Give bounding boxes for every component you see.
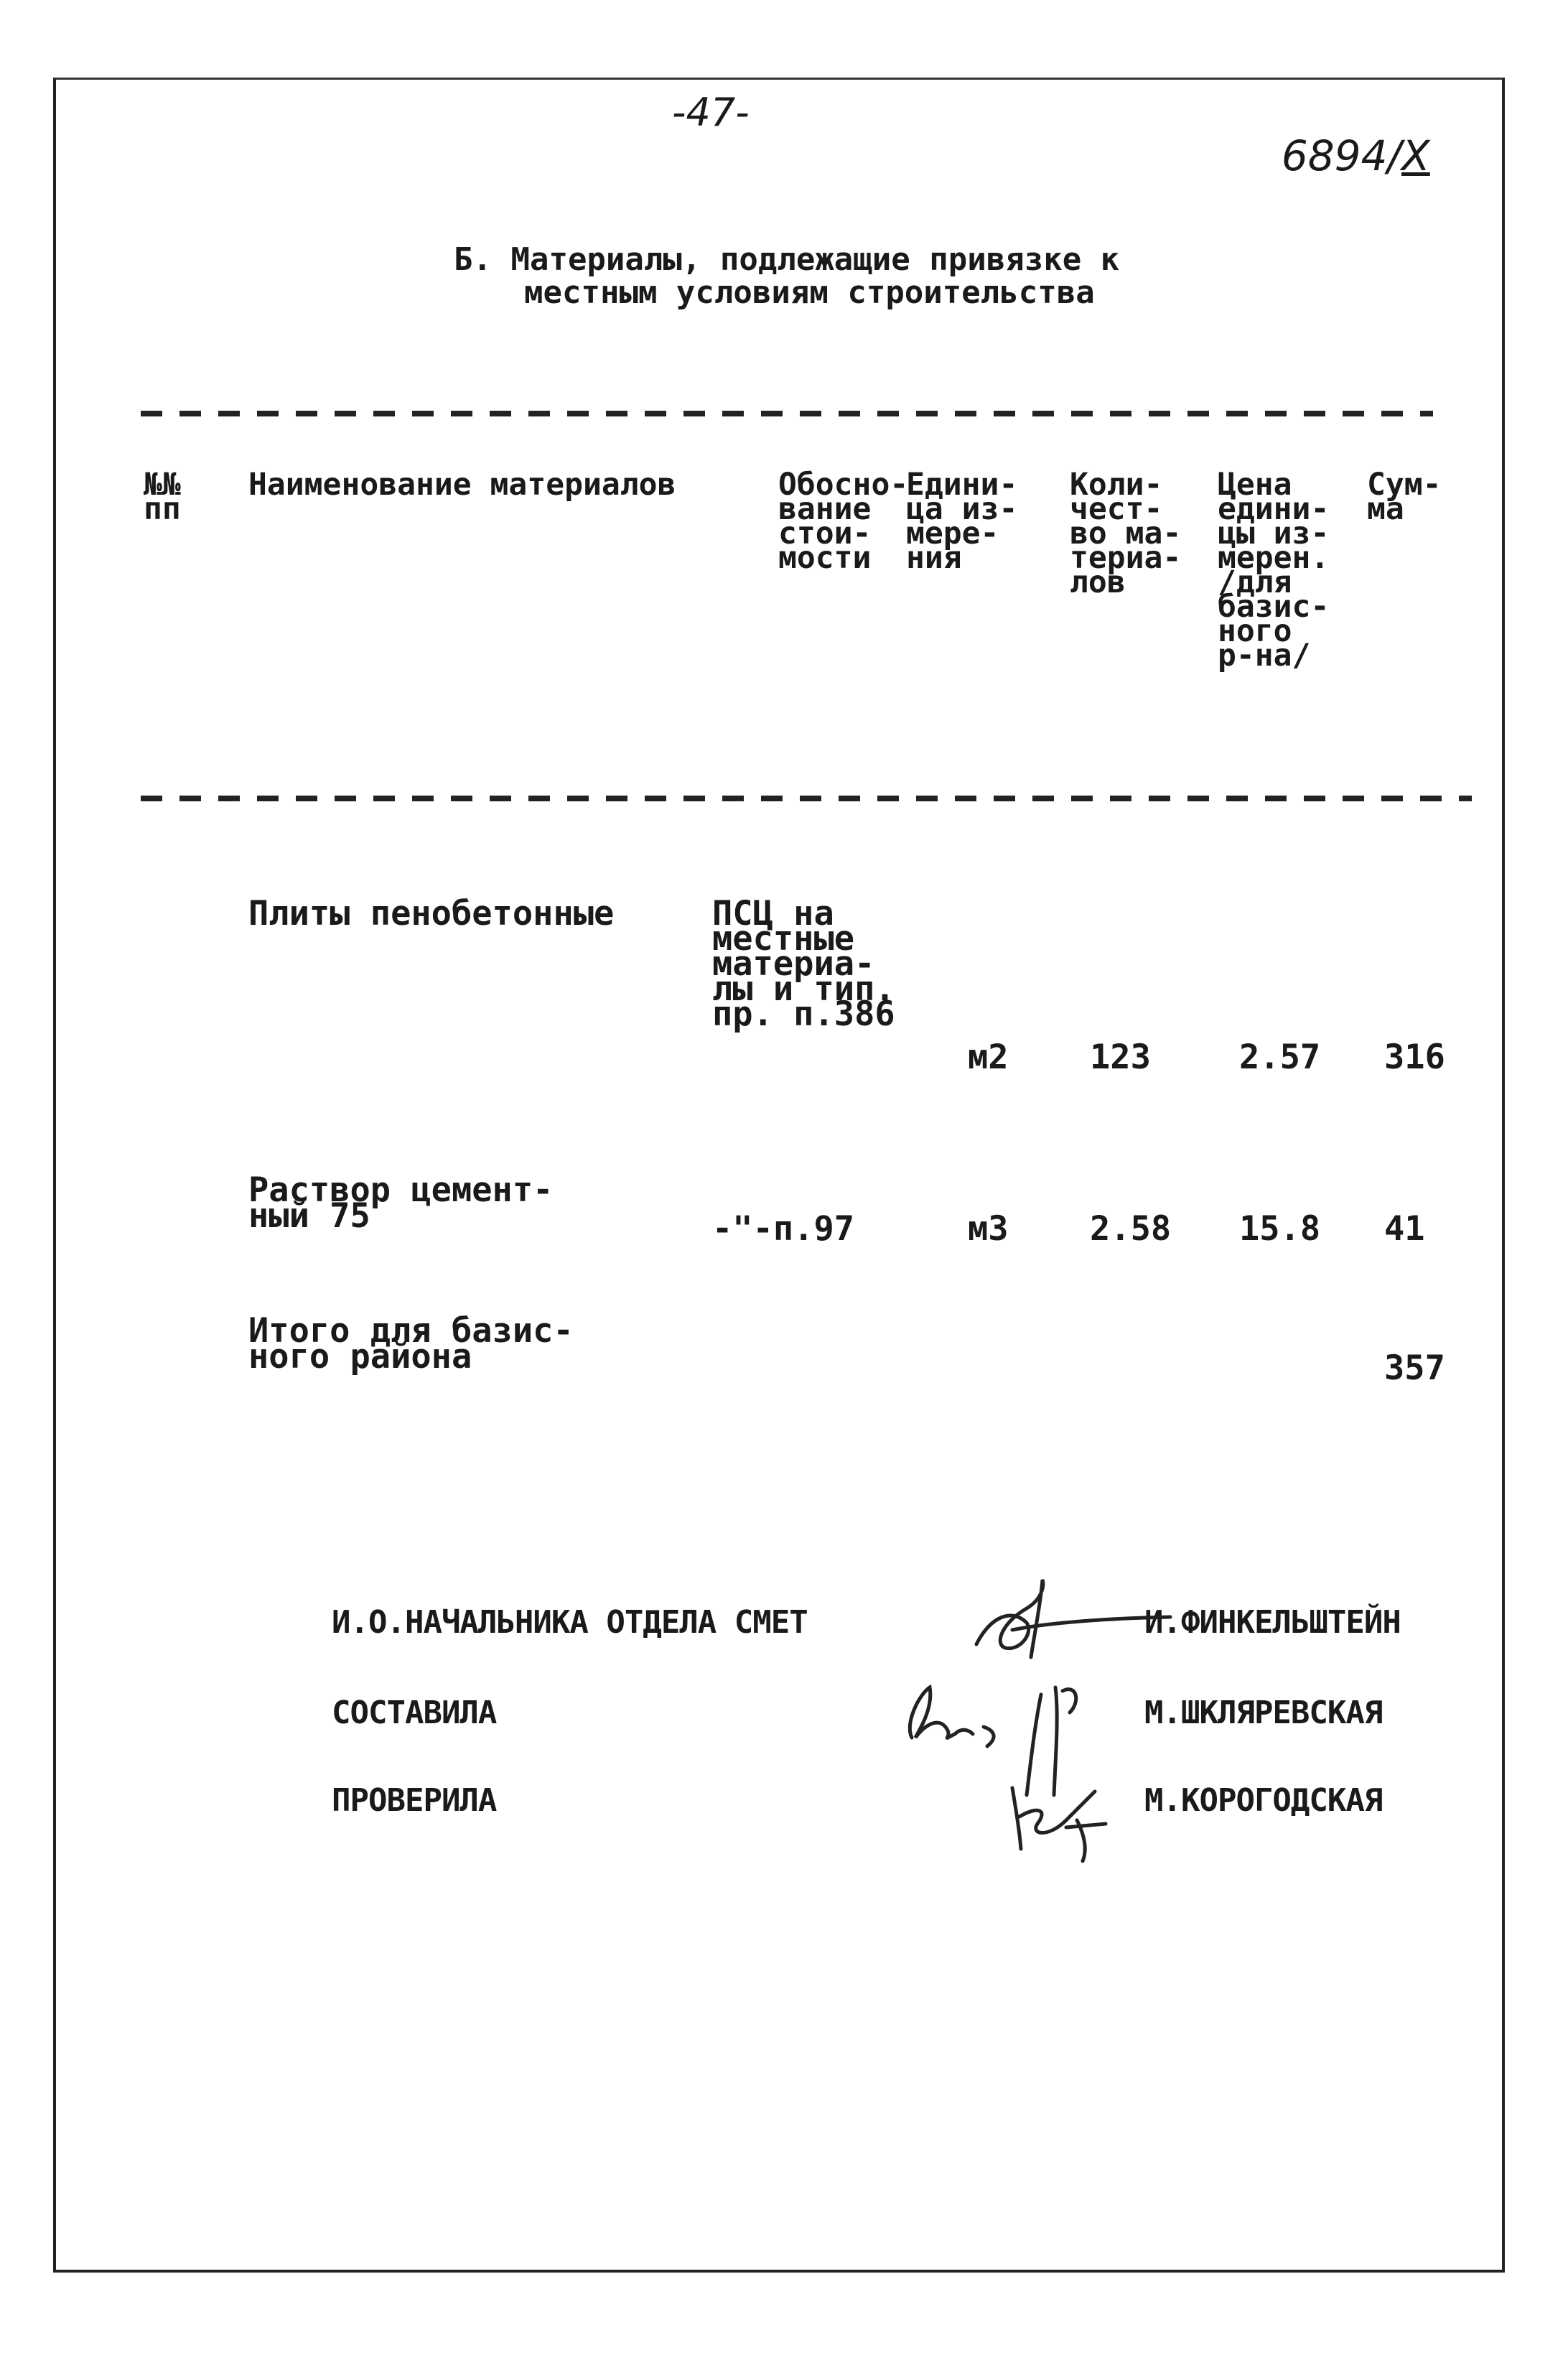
- signature-role-head: И.О.НАЧАЛЬНИКА ОТДЕЛА СМЕТ: [332, 1604, 808, 1641]
- row-1-basis: ПСЦ на местные материа- лы и тип. пр. п.386: [712, 894, 895, 1034]
- row-1-unit: м2: [968, 1038, 1009, 1077]
- row-2-basis: -"-п.97: [712, 1209, 855, 1249]
- handwritten-signature-checked: [998, 1673, 1127, 1867]
- header-bottom-rule: [141, 796, 1472, 801]
- handwritten-signature-head: [962, 1565, 1177, 1673]
- signature-role-checked: ПРОВЕРИЛА: [332, 1782, 497, 1819]
- header-col-price: Цена едини- цы из- мерен. /для базис- ного р-на/: [1218, 467, 1330, 674]
- header-col-basis: Обосно- вание стои- мости: [778, 467, 909, 576]
- total-label: Итого для базис- ного района: [248, 1311, 574, 1376]
- signature-name-head: И.ФИНКЕЛЬШТЕЙН: [1144, 1604, 1401, 1641]
- row-1-quantity: 123: [1090, 1038, 1151, 1077]
- row-2-name: Раствор цемент- ный 75: [248, 1170, 554, 1236]
- row-2-quantity: 2.58: [1090, 1209, 1172, 1249]
- header-col-name: Наименование материалов: [248, 467, 676, 503]
- header-col-sum: Сум- ма: [1367, 467, 1442, 527]
- header-top-rule: [141, 411, 1433, 416]
- header-col-quantity: Коли- чест- во ма- териа- лов: [1070, 467, 1182, 600]
- total-sum: 357: [1384, 1348, 1445, 1388]
- section-title-line-2: местным условиям строительства: [524, 274, 1095, 311]
- header-col-number: №№ пп: [144, 467, 181, 527]
- document-code: [1255, 93, 1430, 180]
- row-1-sum: 316: [1384, 1038, 1445, 1077]
- header-col-unit: Едини- ца из- мере- ния: [906, 467, 1018, 576]
- row-2-price: 15.8: [1239, 1209, 1321, 1249]
- section-title-line-1: Б. Материалы, подлежащие привязке к: [454, 241, 1120, 278]
- row-2-sum: 41: [1384, 1209, 1425, 1249]
- row-2-unit: м3: [968, 1209, 1009, 1249]
- row-1-name: Плиты пенобетонные: [248, 894, 615, 933]
- signature-name-checked: М.КОРОГОДСКАЯ: [1144, 1782, 1383, 1819]
- document-code-main: 6894/: [1281, 131, 1402, 180]
- row-1-price: 2.57: [1239, 1038, 1321, 1077]
- signature-name-compiled: М.ШКЛЯРЕВСКАЯ: [1144, 1695, 1383, 1731]
- signature-role-compiled: СОСТАВИЛА: [332, 1695, 497, 1731]
- document-code-suffix: X: [1401, 131, 1430, 180]
- page-number: -47-: [672, 90, 750, 135]
